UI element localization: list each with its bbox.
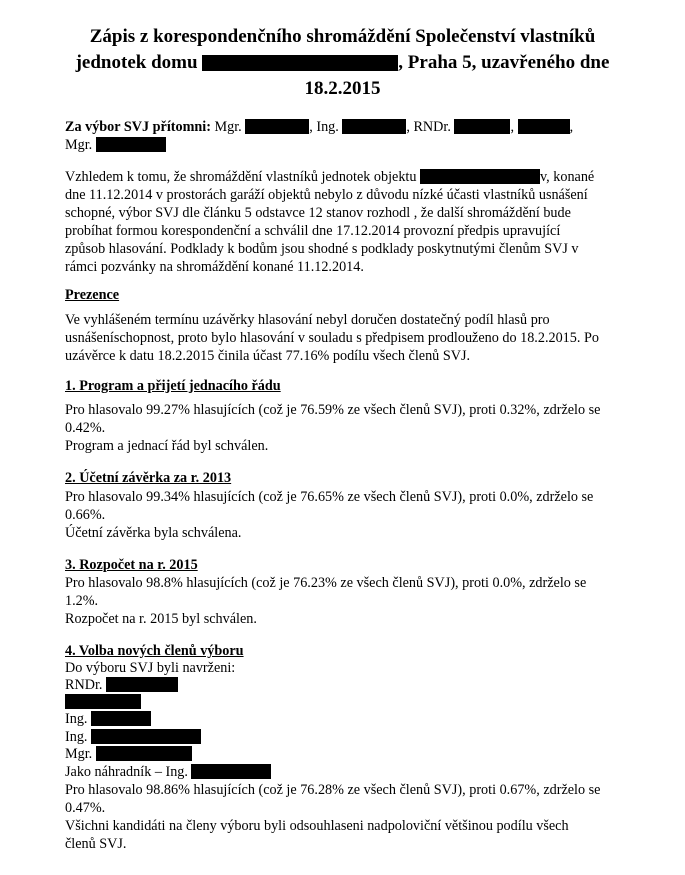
section-4-vote-4: členů SVJ.: [65, 836, 127, 852]
redaction: [342, 119, 406, 134]
intro-l1b: v, konané: [540, 169, 595, 185]
section-2-heading: 2. Účetní závěrka za r. 2013: [65, 470, 232, 486]
section-4-vote-1: Pro hlasovalo 98.86% hlasujících (což je 76.28% ze všech členů SVJ), proti 0.67%, zdrželo se: [65, 782, 601, 798]
intro-line-4: probíhat formou korespondenční a schválil dne 17.12.2014 provozní předpis upravující: [65, 223, 561, 239]
section-1-heading: 1. Program a přijetí jednacího řádu: [65, 378, 281, 394]
candidate-1: [65, 677, 178, 694]
intro-l1a: Vzhledem k tomu, že shromáždění vlastníků jednotek objektu: [65, 169, 417, 185]
prezence-line-1: Ve vyhlášeném termínu uzávěrky hlasování nebyl doručen dostatečný podíl hlasů pro: [65, 312, 550, 328]
section-2-line-3: Účetní závěrka byla schválena.: [65, 525, 242, 541]
section-2-line-1: Pro hlasovalo 99.34% hlasujících (což je 76.65% ze všech členů SVJ), proti 0.0%, zdrželo se: [65, 489, 594, 505]
section-3-line-1: Pro hlasovalo 98.8% hlasujících (což je 76.23% ze všech členů SVJ), proti 0.0%, zdrželo se: [65, 575, 587, 591]
redaction: [96, 746, 192, 761]
present-label: Za výbor SVJ přítomni:: [65, 119, 211, 135]
redaction: [96, 137, 166, 152]
candidate-4: [65, 729, 201, 746]
redaction: [245, 119, 309, 134]
section-4-line-1: Do výboru SVJ byli navrženi:: [65, 660, 236, 676]
present-t2: , Ing.: [309, 119, 339, 135]
present-t5: Mgr.: [65, 137, 93, 153]
prezence-heading: Prezence: [65, 287, 120, 303]
title-line-2a: jednotek domu: [75, 52, 198, 73]
redaction: [65, 694, 141, 709]
prezence-line-2: usnášeníschopnost, proto bylo hlasování v souladu s předpisem prodlouženo do 18.2.2015. Po: [65, 330, 599, 346]
redaction: [518, 119, 570, 134]
title-line-2: [0, 52, 685, 74]
section-3-line-2: 1.2%.: [65, 593, 99, 609]
redaction: [420, 169, 540, 184]
section-2-line-2: 0.66%.: [65, 507, 106, 523]
intro-line-1: [65, 169, 594, 186]
present-line-2: [65, 137, 166, 154]
section-1-line-1: Pro hlasovalo 99.27% hlasujících (což je 76.59% ze všech členů SVJ), proti 0.32%, zdrželo se: [65, 402, 601, 418]
candidate-substitute-title: Jako náhradník – Ing.: [65, 764, 188, 780]
section-1-line-2: 0.42%.: [65, 420, 106, 436]
redaction: [91, 711, 151, 726]
intro-line-3: schopné, výbor SVJ dle článku 5 odstavce 12 stanov rozhodl , že další shromáždění bude: [65, 205, 571, 221]
prezence-line-3: uzávěrce k datu 18.2.2015 činila účast 77.16% podílu všech členů SVJ.: [65, 348, 471, 364]
redaction: [454, 119, 510, 134]
candidate-4-title: Ing.: [65, 729, 88, 745]
candidate-3: [65, 711, 151, 728]
title-line-1: Zápis z korespondenčního shromáždění Společenství vlastníků: [89, 26, 596, 47]
section-3-heading: 3. Rozpočet na r. 2015: [65, 557, 198, 573]
title-line-3: 18.2.2015: [304, 78, 381, 99]
redaction: [106, 677, 178, 692]
candidate-2: [65, 694, 141, 711]
section-3-line-3: Rozpočet na r. 2015 byl schválen.: [65, 611, 257, 627]
candidate-substitute: [65, 764, 271, 781]
present-t1: Mgr.: [214, 119, 242, 135]
candidate-1-title: RNDr.: [65, 677, 103, 693]
redaction-address: [202, 55, 398, 71]
candidate-3-title: Ing.: [65, 711, 88, 727]
intro-line-5: způsob hlasování. Podklady k bodům jsou shodné s podklady poskytnutými členům SVJ v: [65, 241, 579, 257]
present-t3: , RNDr.: [406, 119, 451, 135]
candidate-5-title: Mgr.: [65, 746, 93, 762]
redaction: [191, 764, 271, 779]
present-t4: ,: [510, 119, 515, 135]
intro-line-2: dne 11.12.2014 v prostorách garáží objektů nebylo z důvodu nízké účasti vlastníků usnášení: [65, 187, 588, 203]
section-4-vote-3: Všichni kandidáti na členy výboru byli odsouhlaseni nadpoloviční většinou podílu všech: [65, 818, 569, 834]
section-4-vote-2: 0.47%.: [65, 800, 106, 816]
section-4-heading: 4. Volba nových členů výboru: [65, 643, 244, 659]
present-line-1: Za výbor SVJ přítomni: Mgr. , Ing. , RNDr. , ,: [65, 119, 574, 135]
intro-line-6: rámci pozvánky na shromáždění konané 11.12.2014.: [65, 259, 364, 275]
redaction: [91, 729, 201, 744]
title-line-2b: , Praha 5, uzavřeného dne: [398, 52, 610, 73]
candidate-5: [65, 746, 192, 763]
section-1-line-3: Program a jednací řád byl schválen.: [65, 438, 269, 454]
